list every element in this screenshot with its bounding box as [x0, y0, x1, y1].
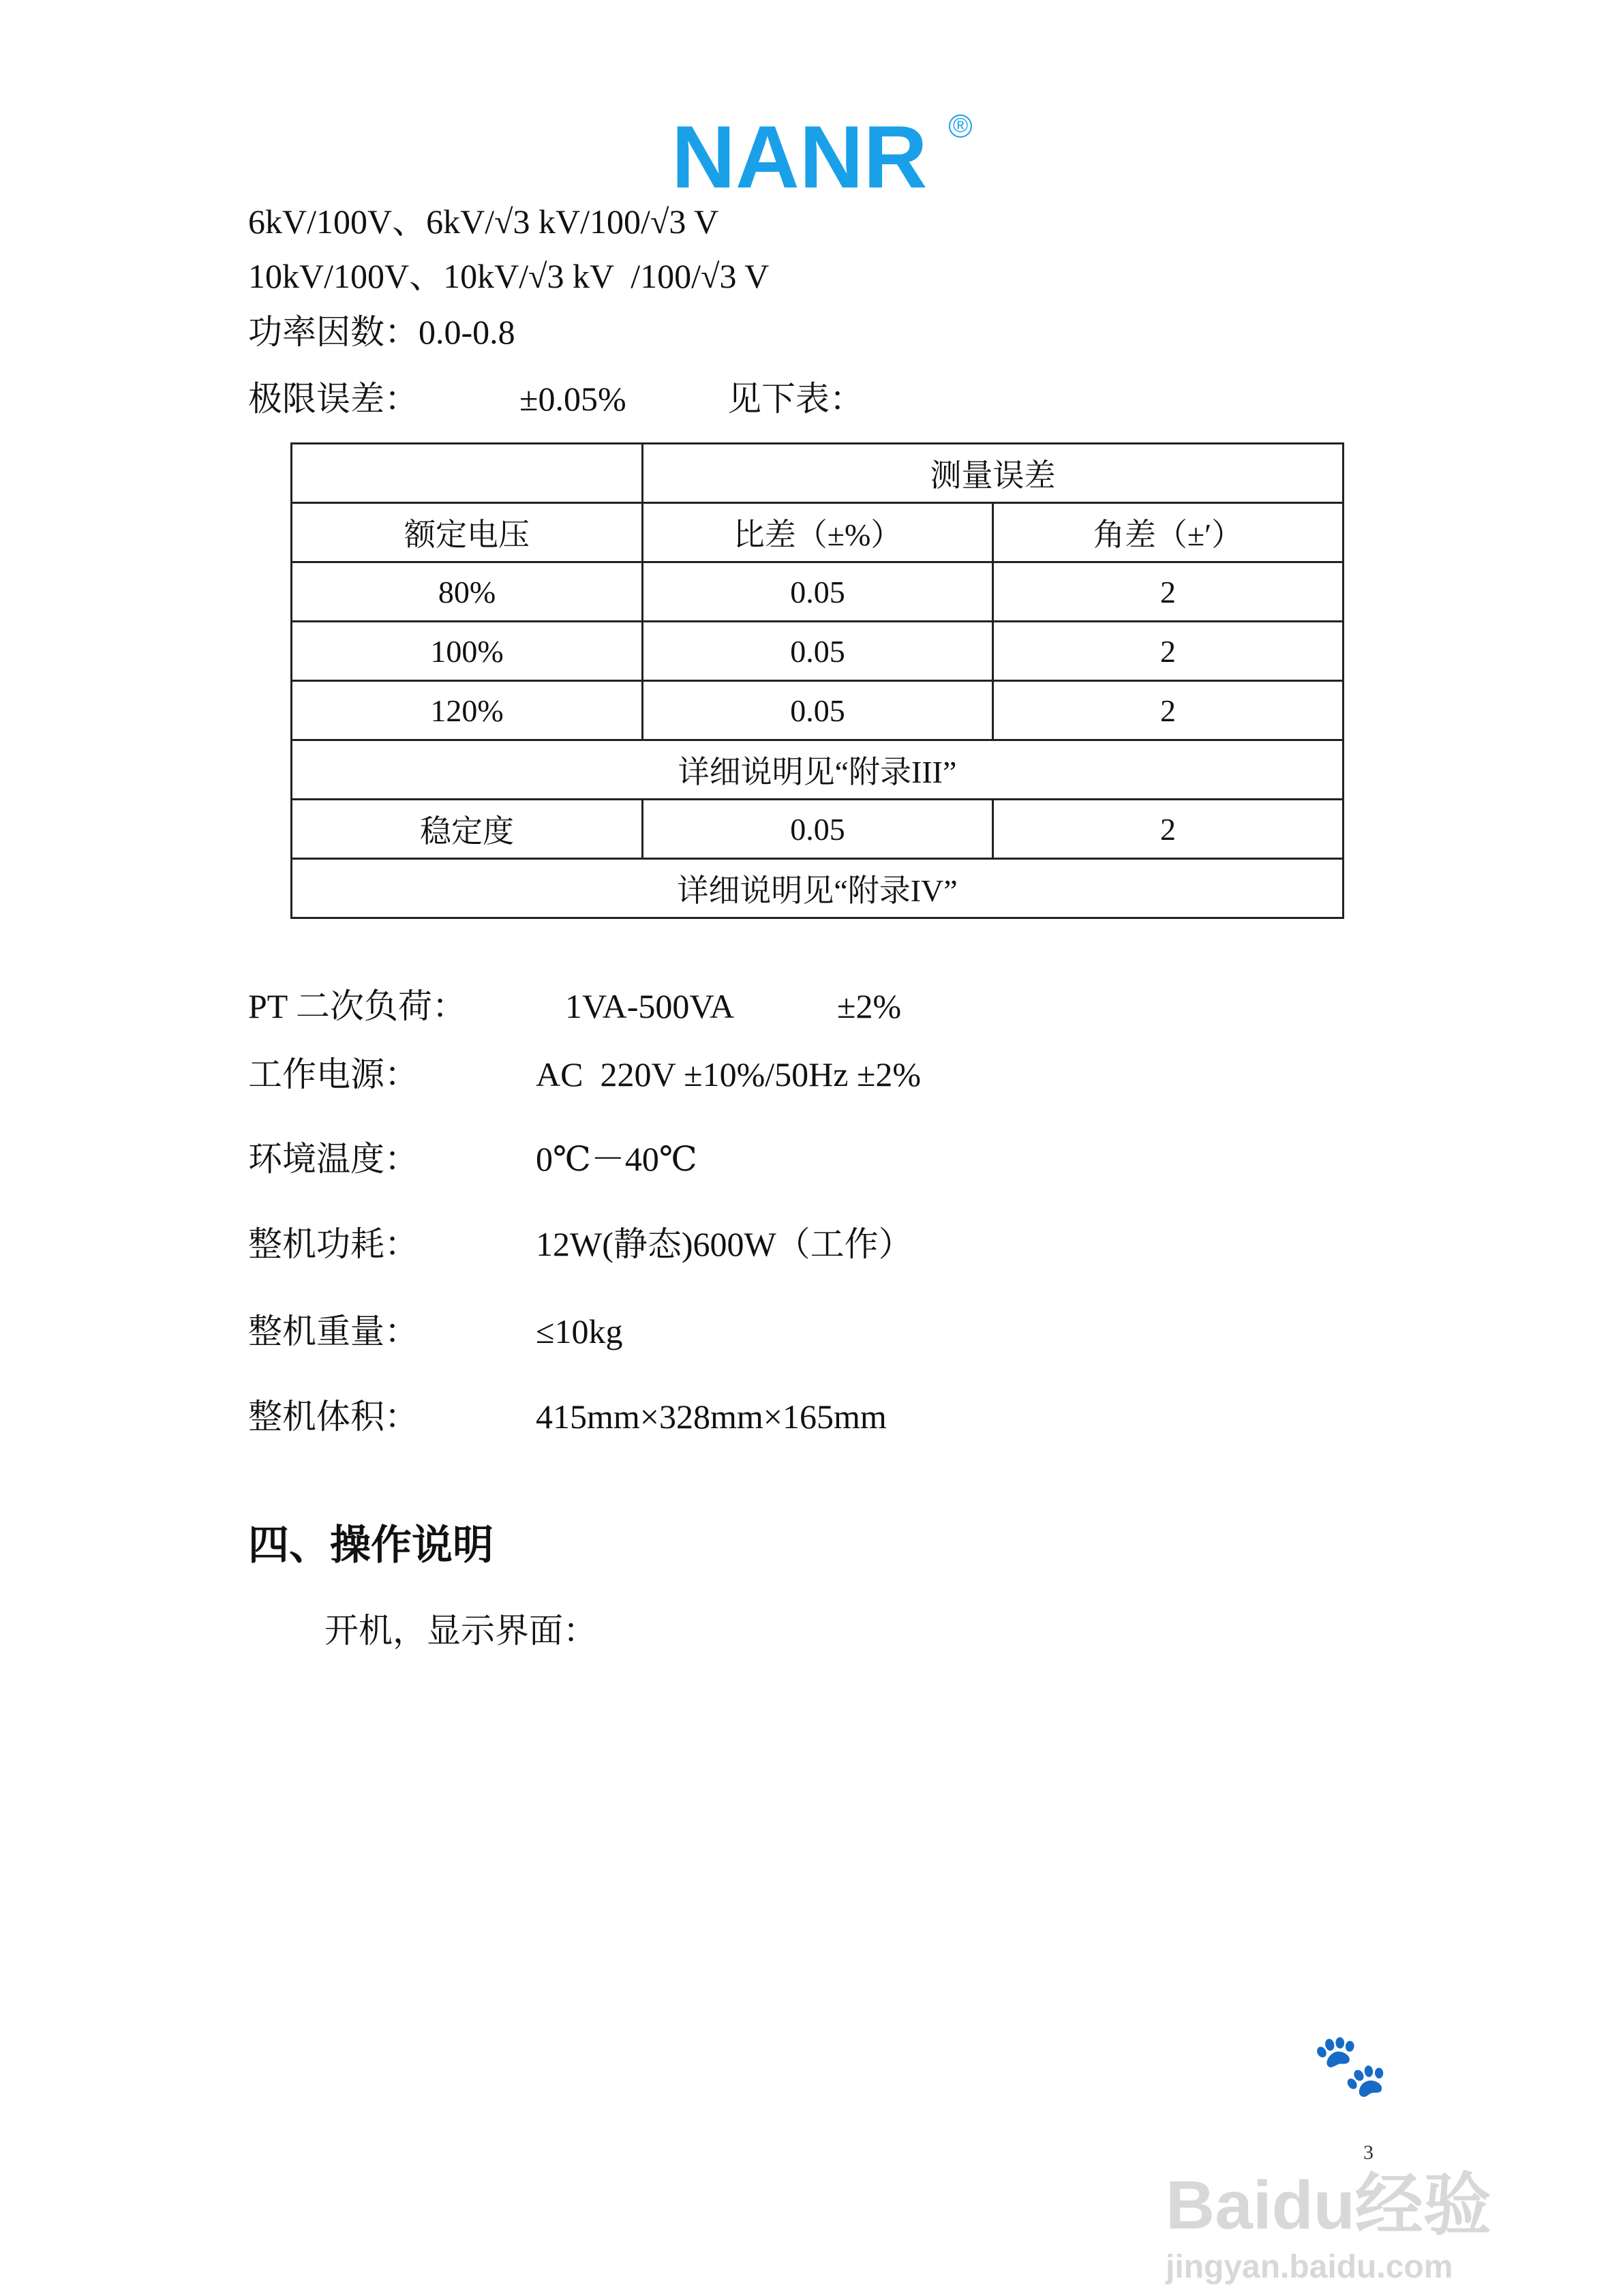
table-cell: 2: [993, 622, 1344, 681]
table-cell: 稳定度: [292, 800, 643, 859]
table-cell: 0.05: [643, 800, 993, 859]
spec-value-weight: ≤10kg: [536, 1312, 623, 1350]
spec-value-volume: 415mm×328mm×165mm: [536, 1398, 887, 1436]
table-header: 额定电压: [292, 503, 643, 562]
watermark-url: jingyan.baidu.com: [1166, 2249, 1453, 2285]
table-cell: 0.05: [643, 622, 993, 681]
spec-label-consumption: 整机功耗：: [248, 1225, 419, 1263]
spec-label-temperature: 环境温度：: [248, 1140, 419, 1178]
table-note-appendix-4: 详细说明见“附录IV”: [292, 859, 1344, 918]
paw-icon: 🐾: [1312, 2031, 1389, 2100]
table-header: 角差（±′）: [993, 503, 1344, 562]
spec-label-weight: 整机重量：: [248, 1312, 419, 1350]
error-table: [290, 442, 1344, 919]
table-cell: 0.05: [643, 562, 993, 622]
page-number: 3: [1363, 2141, 1374, 2164]
table-cell: 2: [993, 800, 1344, 859]
table-cell: 0.05: [643, 681, 993, 740]
spec-line-10kv: 10kV/100V、10kV/√3 kV /100/√3 V: [248, 257, 770, 295]
table-cell: 2: [993, 562, 1344, 622]
table-cell: 2: [993, 681, 1344, 740]
spec-extra-pt-load: ±2%: [837, 987, 902, 1025]
limit-error-value: ±0.05%: [519, 380, 626, 418]
table-header: 比差（±%）: [643, 503, 993, 562]
table-row: [292, 681, 1344, 740]
spec-label-power: 工作电源：: [248, 1055, 419, 1093]
table-row: [292, 622, 1344, 681]
table-group-header: 测量误差: [643, 444, 1344, 503]
table-corner-cell: [292, 444, 643, 503]
spec-value-consumption: 12W(静态)600W（工作）: [536, 1225, 913, 1263]
spec-line-6kv: 6kV/100V、6kV/√3 kV/100/√3 V: [248, 202, 719, 241]
table-note-appendix-3: 详细说明见“附录III”: [292, 740, 1344, 800]
table-row: [292, 800, 1344, 859]
nanr-logo: NANR: [671, 107, 928, 207]
spec-value-pt-load: 1VA-500VA: [565, 987, 735, 1025]
spec-value-power: AC 220V ±10%/50Hz ±2%: [536, 1055, 922, 1093]
spec-label-pt-load: PT 二次负荷：: [248, 987, 466, 1025]
table-row: [292, 562, 1344, 622]
watermark-brand: Baidu经验: [1166, 2167, 1491, 2244]
limit-error-label: 极限误差：: [248, 380, 419, 418]
table-cell: 80%: [292, 562, 643, 622]
table-cell: 120%: [292, 681, 643, 740]
limit-error-note: 见下表：: [727, 380, 864, 418]
power-factor: 功率因数：0.0-0.8: [248, 313, 515, 351]
section-title: 四、操作说明: [248, 1523, 494, 1568]
registered-mark: ®: [949, 115, 972, 138]
section-body: 开机，显示界面：: [324, 1612, 597, 1650]
spec-label-volume: 整机体积：: [248, 1398, 419, 1436]
table-cell: 100%: [292, 622, 643, 681]
spec-value-temperature: 0℃－40℃: [536, 1140, 697, 1178]
